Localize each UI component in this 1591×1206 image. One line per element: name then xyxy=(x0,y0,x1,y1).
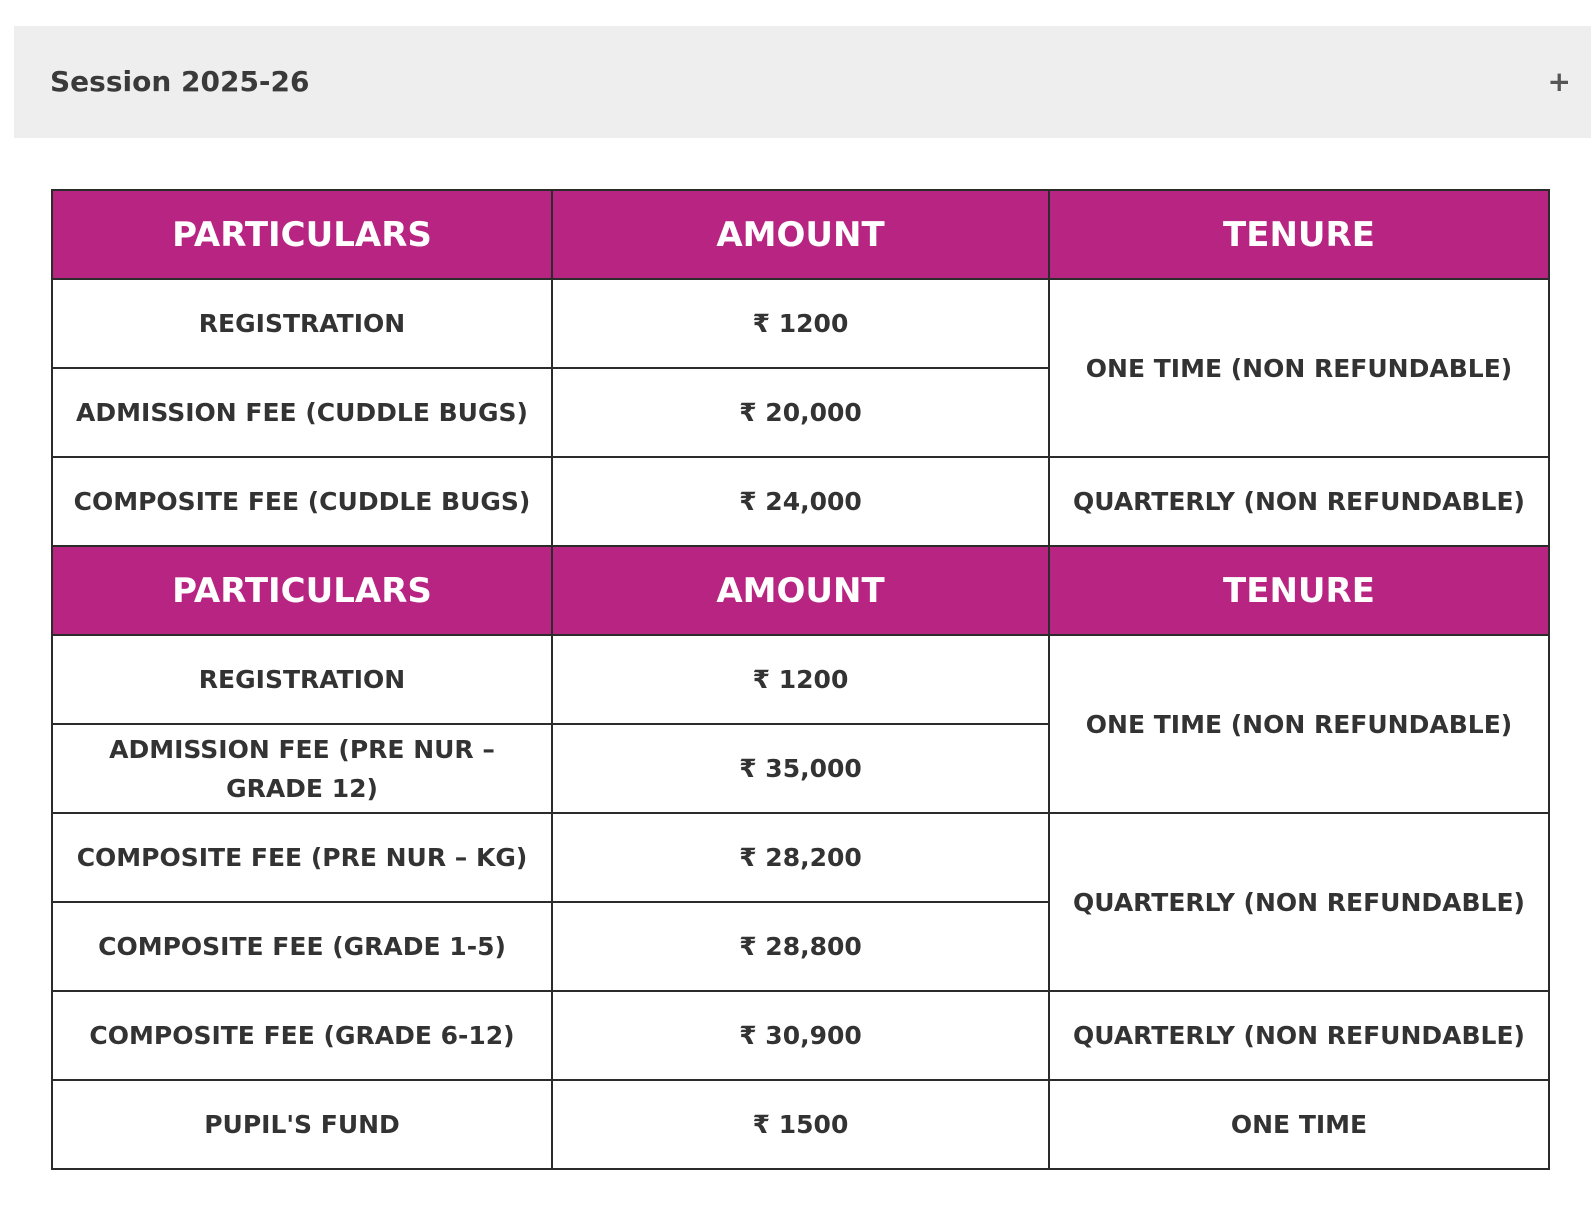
particular-cell: REGISTRATION xyxy=(52,279,552,368)
table-row xyxy=(52,635,1549,724)
amount-cell: ₹ 28,800 xyxy=(552,902,1049,991)
table-row xyxy=(52,991,1549,1080)
fee-table xyxy=(51,189,1550,1170)
table-row xyxy=(52,1080,1549,1169)
header-particulars: PARTICULARS xyxy=(52,190,552,279)
table-header-row xyxy=(52,190,1549,279)
session-accordion-header[interactable] xyxy=(14,26,1591,138)
header-amount: AMOUNT xyxy=(552,190,1049,279)
amount-cell: ₹ 24,000 xyxy=(552,457,1049,546)
table-row xyxy=(52,457,1549,546)
amount-cell: ₹ 20,000 xyxy=(552,368,1049,457)
amount-cell: ₹ 35,000 xyxy=(552,724,1049,813)
expand-icon[interactable]: + xyxy=(1547,65,1571,98)
session-title: Session 2025-26 xyxy=(50,65,310,98)
table-header-row xyxy=(52,546,1549,635)
tenure-cell: QUARTERLY (NON REFUNDABLE) xyxy=(1049,991,1549,1080)
particular-cell: ADMISSION FEE (CUDDLE BUGS) xyxy=(52,368,552,457)
header-amount: AMOUNT xyxy=(552,546,1049,635)
header-particulars: PARTICULARS xyxy=(52,546,552,635)
tenure-cell: QUARTERLY (NON REFUNDABLE) xyxy=(1049,813,1549,991)
header-tenure: TENURE xyxy=(1049,190,1549,279)
tenure-cell: QUARTERLY (NON REFUNDABLE) xyxy=(1049,457,1549,546)
particular-cell: COMPOSITE FEE (PRE NUR – KG) xyxy=(52,813,552,902)
tenure-cell: ONE TIME (NON REFUNDABLE) xyxy=(1049,279,1549,457)
amount-cell: ₹ 1200 xyxy=(552,279,1049,368)
particular-cell: REGISTRATION xyxy=(52,635,552,724)
amount-cell: ₹ 30,900 xyxy=(552,991,1049,1080)
table-row xyxy=(52,813,1549,902)
header-tenure: TENURE xyxy=(1049,546,1549,635)
particular-cell: COMPOSITE FEE (GRADE 1-5) xyxy=(52,902,552,991)
particular-cell: COMPOSITE FEE (GRADE 6-12) xyxy=(52,991,552,1080)
tenure-cell: ONE TIME xyxy=(1049,1080,1549,1169)
particular-cell: ADMISSION FEE (PRE NUR – GRADE 12) xyxy=(52,724,552,813)
amount-cell: ₹ 28,200 xyxy=(552,813,1049,902)
particular-cell: PUPIL'S FUND xyxy=(52,1080,552,1169)
table-row xyxy=(52,279,1549,368)
tenure-cell: ONE TIME (NON REFUNDABLE) xyxy=(1049,635,1549,813)
particular-cell: COMPOSITE FEE (CUDDLE BUGS) xyxy=(52,457,552,546)
amount-cell: ₹ 1500 xyxy=(552,1080,1049,1169)
amount-cell: ₹ 1200 xyxy=(552,635,1049,724)
